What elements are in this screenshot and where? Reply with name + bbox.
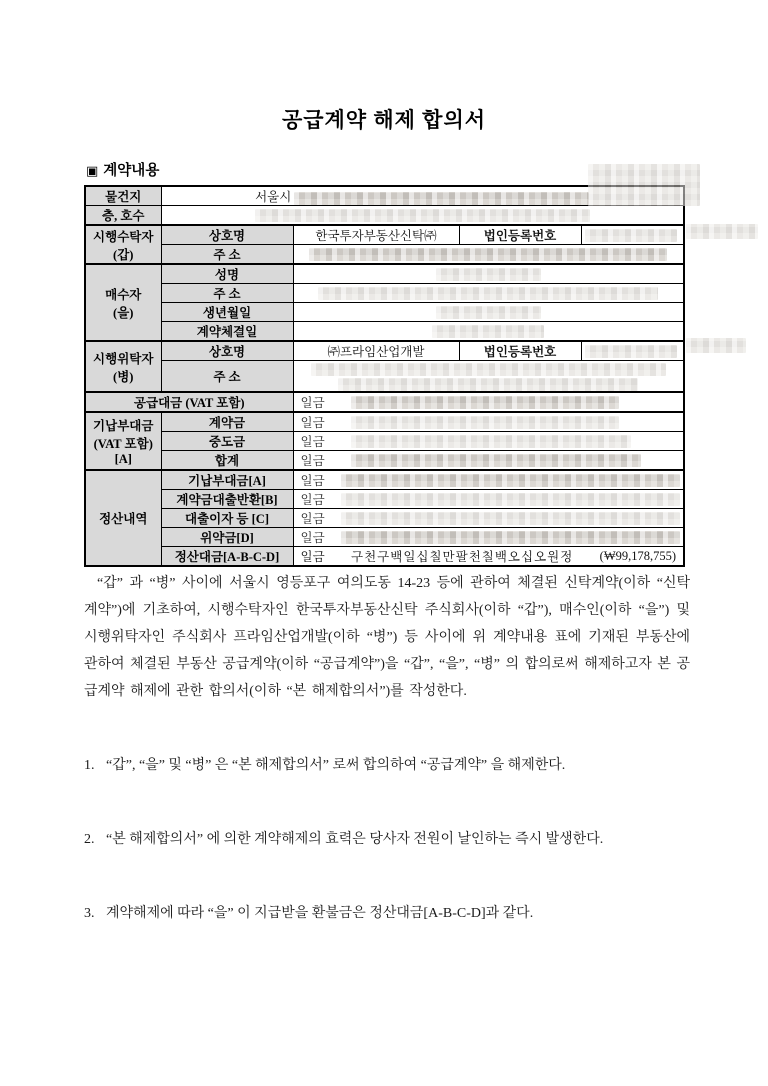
value-contract-date <box>293 322 684 342</box>
row-trustee-company <box>85 225 684 245</box>
label-paid-amount-group <box>85 412 161 470</box>
redacted-value <box>351 435 631 448</box>
section-header <box>86 159 159 180</box>
row-floor-unit <box>85 206 684 226</box>
label-trustee <box>85 225 161 264</box>
value-sum-total <box>293 451 684 471</box>
value-birth-date <box>293 303 684 322</box>
label-interim-payment: 중도금 <box>161 432 293 451</box>
redacted-value <box>436 268 541 281</box>
redacted-value <box>255 209 590 222</box>
row-entruster-address <box>85 361 684 393</box>
clause-1 <box>84 752 690 779</box>
redacted-value <box>436 306 541 319</box>
redacted-value <box>686 224 758 239</box>
value-down-payment <box>293 412 684 432</box>
redacted-value <box>588 164 700 206</box>
row-entruster-company <box>85 341 684 361</box>
value-interim-payment <box>293 432 684 451</box>
clause-1-text: “갑”, “을” 및 “병” 은 “본 해제합의서” 로써 합의하여 “공급계약” 을 해제한다. <box>106 758 566 773</box>
row-paid-amount-a <box>85 470 684 490</box>
label-settlement-group: 정산내역 <box>85 470 161 566</box>
row-trustee-address <box>85 245 684 265</box>
redacted-value <box>585 345 677 358</box>
label-penalty-d: 위약금[D] <box>161 528 293 547</box>
value-loan-interest-c <box>293 509 684 528</box>
amount-prefix: 일금 <box>300 531 325 545</box>
label-entruster <box>85 341 161 392</box>
label-address: 주 소 <box>161 245 293 265</box>
page-title: 공급계약 해제 합의서 <box>281 108 487 132</box>
label-entruster-address: 주 소 <box>161 361 293 393</box>
settlement-amount-words: 구천구백일십칠만팔천칠백오십오원정 <box>351 550 574 564</box>
trustee-line2: (갑) <box>113 247 134 262</box>
clause-2 <box>84 826 690 853</box>
row-loan-interest-c <box>85 509 684 528</box>
clause-3 <box>84 900 690 927</box>
entruster-line2: (병) <box>113 369 134 384</box>
clause-2-text: “본 해제합의서” 에 의한 계약해제의 효력은 당사자 전원이 날인하는 즉시 발생한다. <box>106 832 604 847</box>
redacted-value <box>311 363 666 376</box>
value-paid-amount-a <box>293 470 684 490</box>
row-interim-payment <box>85 432 684 451</box>
amount-prefix: 일금 <box>300 493 325 507</box>
row-contract-date <box>85 322 684 342</box>
clause-3-number: 3. <box>84 906 95 921</box>
value-supply-price <box>293 392 684 412</box>
section-title: 계약내용 <box>103 163 160 179</box>
entruster-line1: 시행위탁자 <box>93 351 154 366</box>
clause-2-number: 2. <box>84 832 95 847</box>
redacted-value <box>351 396 619 409</box>
redacted-value <box>294 192 589 205</box>
redacted-value <box>318 287 658 300</box>
row-sum-total <box>85 451 684 471</box>
paid-line2: (VAT 포함) <box>93 436 153 451</box>
label-entruster-company-name: 상호명 <box>161 341 293 361</box>
redacted-value <box>351 416 619 429</box>
paid-line1: 기납부대금 <box>93 418 154 433</box>
redacted-value <box>341 474 680 487</box>
settlement-amount-number: (₩99,178,755) <box>599 548 677 563</box>
label-buyer-address: 주 소 <box>161 284 293 303</box>
label-person-name: 성명 <box>161 264 293 284</box>
label-loan-interest-c: 대출이자 등 [C] <box>161 509 293 528</box>
contract-table <box>84 185 685 567</box>
row-birth-date <box>85 303 684 322</box>
label-entruster-corp-reg-no: 법인등록번호 <box>459 341 581 361</box>
redacted-value <box>338 378 638 391</box>
label-down-payment: 계약금 <box>161 412 293 432</box>
amount-prefix: 일금 <box>300 512 325 526</box>
value-settlement-amount <box>293 547 684 567</box>
redacted-value <box>686 338 746 353</box>
redacted-value <box>309 248 667 261</box>
value-entruster-corp-reg-no <box>581 341 684 361</box>
row-loan-return-b <box>85 490 684 509</box>
label-birth-date: 생년월일 <box>161 303 293 322</box>
value-buyer-address <box>293 284 684 303</box>
label-buyer <box>85 264 161 341</box>
intro-paragraph: “갑” 과 “병” 사이에 서울시 영등포구 여의도동 14-23 등에 관하여 체결된 신탁계약(이하 “신탁계약”)에 기초하여, 시행수탁자인 한국투자부동산신탁 주식회사(이하 “갑”), 매수인(이하 “을”) 및 시행위탁자인 주식회사 프라임산업개발(이하 “병”) 등 사이에 위 계약내용 표에 기재된 부동산에 관하여 체결된 부동산 공급계약(이하 “공급계약”)을 “갑”, “을”, “병” 의 합의로써 해제하고자 본 공급계약 해제에 관한 합의서(이하 “본 해제합의서”)를 작성한다. <box>84 576 690 699</box>
label-paid-amount-a: 기납부대금[A] <box>161 470 293 490</box>
label-floor-unit: 층, 호수 <box>85 206 161 226</box>
row-buyer-name <box>85 264 684 284</box>
buyer-line2: (을) <box>113 305 134 320</box>
redacted-value <box>432 325 544 338</box>
label-sum-total: 합계 <box>161 451 293 471</box>
amount-prefix: 일금 <box>300 474 325 488</box>
label-corp-reg-no: 법인등록번호 <box>459 225 581 245</box>
row-buyer-address <box>85 284 684 303</box>
amount-prefix: 일금 <box>300 435 325 449</box>
buyer-line1: 매수자 <box>105 287 142 302</box>
label-property: 물건지 <box>85 186 161 206</box>
value-loan-return-b <box>293 490 684 509</box>
label-loan-return-b: 계약금대출반환[B] <box>161 490 293 509</box>
value-floor-unit <box>161 206 684 226</box>
city-prefix-text: 서울시 <box>255 190 292 204</box>
value-person-name <box>293 264 684 284</box>
label-supply-price: 공급대금 (VAT 포함) <box>85 392 293 412</box>
label-company-name: 상호명 <box>161 225 293 245</box>
trustee-line1: 시행수탁자 <box>93 229 154 244</box>
redacted-value <box>585 229 677 242</box>
redacted-value <box>351 454 641 467</box>
document-body <box>84 570 690 927</box>
amount-prefix: 일금 <box>300 454 325 468</box>
square-bullet-icon: ▣ <box>86 163 99 178</box>
value-penalty-d <box>293 528 684 547</box>
redacted-value <box>341 531 680 544</box>
row-supply-price <box>85 392 684 412</box>
value-trustee-company: 한국투자부동산신탁㈜ <box>293 225 459 245</box>
label-settlement-amount: 정산대금[A-B-C-D] <box>161 547 293 567</box>
clause-1-number: 1. <box>84 758 95 773</box>
row-penalty-d <box>85 528 684 547</box>
value-entruster-address <box>293 361 684 393</box>
clause-3-text: 계약해제에 따라 “을” 이 지급받을 환불금은 정산대금[A-B-C-D]과 같다. <box>106 906 534 921</box>
value-corp-reg-no <box>581 225 684 245</box>
redacted-value <box>341 493 680 506</box>
amount-prefix: 일금 <box>300 416 325 430</box>
value-entruster-company: ㈜프라임산업개발 <box>293 341 459 361</box>
paid-line3: [A] <box>114 451 132 466</box>
value-trustee-address <box>293 245 684 265</box>
redacted-value <box>341 512 680 525</box>
amount-prefix: 일금 <box>300 550 325 564</box>
amount-prefix: 일금 <box>300 396 325 410</box>
row-down-payment <box>85 412 684 432</box>
label-contract-date: 계약체결일 <box>161 322 293 342</box>
row-settlement-amount <box>85 547 684 567</box>
